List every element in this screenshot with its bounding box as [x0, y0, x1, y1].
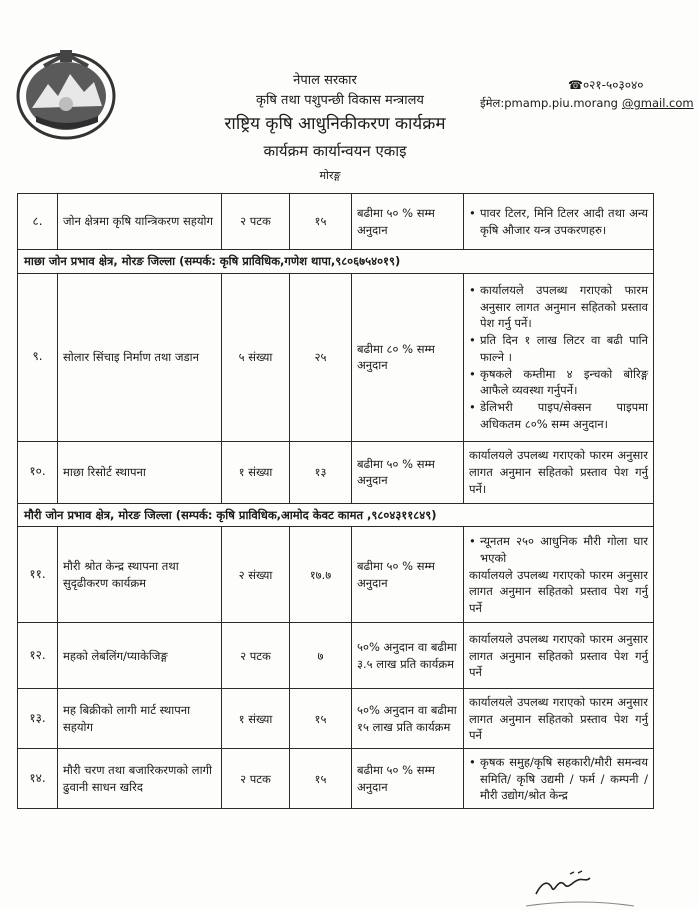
- section-label: मौरी जोन प्रभाव क्षेत्र, मोरङ जिल्ला (सम्पर्क: कृषि प्राविधिक,आमोद केवट कामत ,९८०४३११८४९): [18, 503, 654, 527]
- amount-cell: १३: [290, 441, 352, 503]
- subsidy-cell: ५०% अनुदान वा बढीमा ३.५ लाख प्रति कार्यक्रम: [352, 623, 464, 689]
- subsidy-cell: बढीमा ५० % सम्म अनुदान: [352, 441, 464, 503]
- program-name-cell: महको लेबलिंग/प्याकेजिङ्ग: [58, 623, 222, 689]
- stamp-fragment: [520, 900, 640, 910]
- program-name-cell: मौरी चरण तथा बजारिकरणको लागी ढुवानी साधन खरिद: [58, 749, 222, 809]
- email-user: pmamp.piu.morang: [504, 96, 618, 110]
- section-header-row: [18, 250, 654, 274]
- remarks-list: [469, 754, 648, 804]
- unit-name: कार्यक्रम कार्यान्वयन एकाइ: [263, 142, 407, 160]
- quantity-cell: २ संख्या: [222, 527, 290, 623]
- remarks-bullet: • डेलिभरी पाइप/सेक्सन पाइपमा अधिकतम ८०% सम्म अनुदान।: [469, 399, 648, 432]
- serial-number: १३.: [18, 689, 58, 749]
- subsidy-program-table: [17, 193, 654, 809]
- remarks-list: [469, 205, 648, 238]
- remarks-text: कार्यालयले उपलब्ध गराएको फारम अनुसार लागत अनुमान सहितको प्रस्ताव पेश गर्नु पर्ने: [469, 567, 648, 615]
- subsidy-cell: ५०% अनुदान वा बढीमा १५ लाख प्रति कार्यक्रम: [352, 689, 464, 749]
- amount-cell: १५: [290, 749, 352, 809]
- subsidy-cell: बढीमा ५० % सम्म अनुदान: [352, 194, 464, 250]
- quantity-cell: २ पटक: [222, 749, 290, 809]
- table-row: [18, 749, 654, 809]
- remarks-cell: [464, 441, 654, 503]
- subsidy-cell: बढीमा ५० % सम्म अनुदान: [352, 527, 464, 623]
- nepal-government-emblem: [14, 46, 118, 142]
- quantity-cell: १ संख्या: [222, 441, 290, 503]
- program-name-cell: सोलार सिंचाइ निर्माण तथा जडान: [58, 273, 222, 441]
- program-name: राष्ट्रिय कृषि आधुनिकीकरण कार्यक्रम: [224, 114, 446, 134]
- amount-cell: १५: [290, 194, 352, 250]
- remarks-bullet: • न्यूनतम २५० आधुनिक मौरी गोला घार भएको: [469, 533, 648, 566]
- office-email: [480, 96, 694, 111]
- serial-number: ८.: [18, 194, 58, 250]
- program-name-cell: मह बिक्रीको लागी मार्ट स्थापना सहयोग: [58, 689, 222, 749]
- table-row: [18, 623, 654, 689]
- ministry-name: कृषि तथा पशुपन्छी विकास मन्त्रालय: [256, 93, 424, 108]
- serial-number: ११.: [18, 527, 58, 623]
- remarks-bullet: • कृषक समुह/कृषि सहकारी/मौरी समन्वय समिति/ कृषि उद्यमी / फर्म / कम्पनी /मौरी उद्योग/श्रोत केन्द्र: [469, 754, 648, 804]
- program-name-cell: जोन क्षेत्रमा कृषि यान्त्रिकरण सहयोग: [58, 194, 222, 250]
- remarks-cell: [464, 623, 654, 689]
- table-row: [18, 527, 654, 623]
- table-row: [18, 273, 654, 441]
- remarks-cell: [464, 527, 654, 623]
- remarks-cell: [464, 749, 654, 809]
- subsidy-cell: बढीमा ८० % सम्म अनुदान: [352, 273, 464, 441]
- quantity-cell: २ पटक: [222, 623, 290, 689]
- amount-cell: ७: [290, 623, 352, 689]
- quantity-cell: ५ संख्या: [222, 273, 290, 441]
- serial-number: १४.: [18, 749, 58, 809]
- quantity-cell: २ पटक: [222, 194, 290, 250]
- remarks-bullet: • कार्यालयले उपलब्ध गराएको फारम अनुसार लागत अनुमान सहितको प्रस्ताव पेश गर्नु पर्ने।: [469, 282, 648, 332]
- remarks-cell: [464, 273, 654, 441]
- handwritten-signature: [532, 868, 602, 904]
- table-row: [18, 441, 654, 503]
- remarks-bullet: • पावर टिलर, मिनि टिलर आदी तथा अन्य कृषि औजार यन्त्र उपकरणहरु।: [469, 205, 648, 238]
- remarks-list: [469, 282, 648, 432]
- remarks-bullet: • कृषकले कम्तीमा ४ इन्चको बोरिङ्ग आफैले व्यवस्था गर्नुपर्ने।: [469, 366, 648, 399]
- serial-number: १०.: [18, 441, 58, 503]
- remarks-cell: [464, 689, 654, 749]
- program-name-cell: माछा रिसोर्ट स्थापना: [58, 441, 222, 503]
- government-name: नेपाल सरकार: [293, 73, 357, 88]
- office-phone: ☎०२१-५०३०४०: [568, 78, 644, 92]
- email-domain: @gmail.com: [621, 96, 694, 110]
- office-place: मोरङ्ग: [319, 169, 341, 182]
- section-header-row: [18, 503, 654, 527]
- serial-number: ९.: [18, 273, 58, 441]
- remarks-bullet: • प्रति दिन १ लाख लिटर वा बढी पानि फाल्ने ।: [469, 332, 648, 365]
- table-row: [18, 689, 654, 749]
- email-label: ईमेल:: [480, 96, 505, 110]
- amount-cell: १५: [290, 689, 352, 749]
- amount-cell: १७.७: [290, 527, 352, 623]
- section-label: माछा जोन प्रभाव क्षेत्र, मोरङ जिल्ला (सम्पर्क: कृषि प्राविधिक,गणेश थापा,९८०६७५४०१९): [18, 250, 654, 274]
- remarks-text: कार्यालयले उपलब्ध गराएको फारम अनुसार लागत अनुमान सहितको प्रस्ताव पेश गर्नु पर्ने: [469, 694, 648, 743]
- serial-number: १२.: [18, 623, 58, 689]
- remarks-list: [469, 533, 648, 566]
- remarks-cell: [464, 194, 654, 250]
- amount-cell: २५: [290, 273, 352, 441]
- remarks-text: कार्यालयले उपलब्ध गराएको फारम अनुसार लागत अनुमान सहितको प्रस्ताव पेश गर्नु पर्ने: [469, 631, 648, 680]
- program-name-cell: मौरी श्रोत केन्द्र स्थापना तथा सुदृढीकरण कार्यक्रम: [58, 527, 222, 623]
- subsidy-cell: बढीमा ५० % सम्म अनुदान: [352, 749, 464, 809]
- remarks-text: कार्यालयले उपलब्ध गराएको फारम अनुसार लागत अनुमान सहितको प्रस्ताव पेश गर्नु पर्ने।: [469, 448, 648, 496]
- quantity-cell: १ संख्या: [222, 689, 290, 749]
- table-body: [18, 194, 654, 809]
- table-row: [18, 194, 654, 250]
